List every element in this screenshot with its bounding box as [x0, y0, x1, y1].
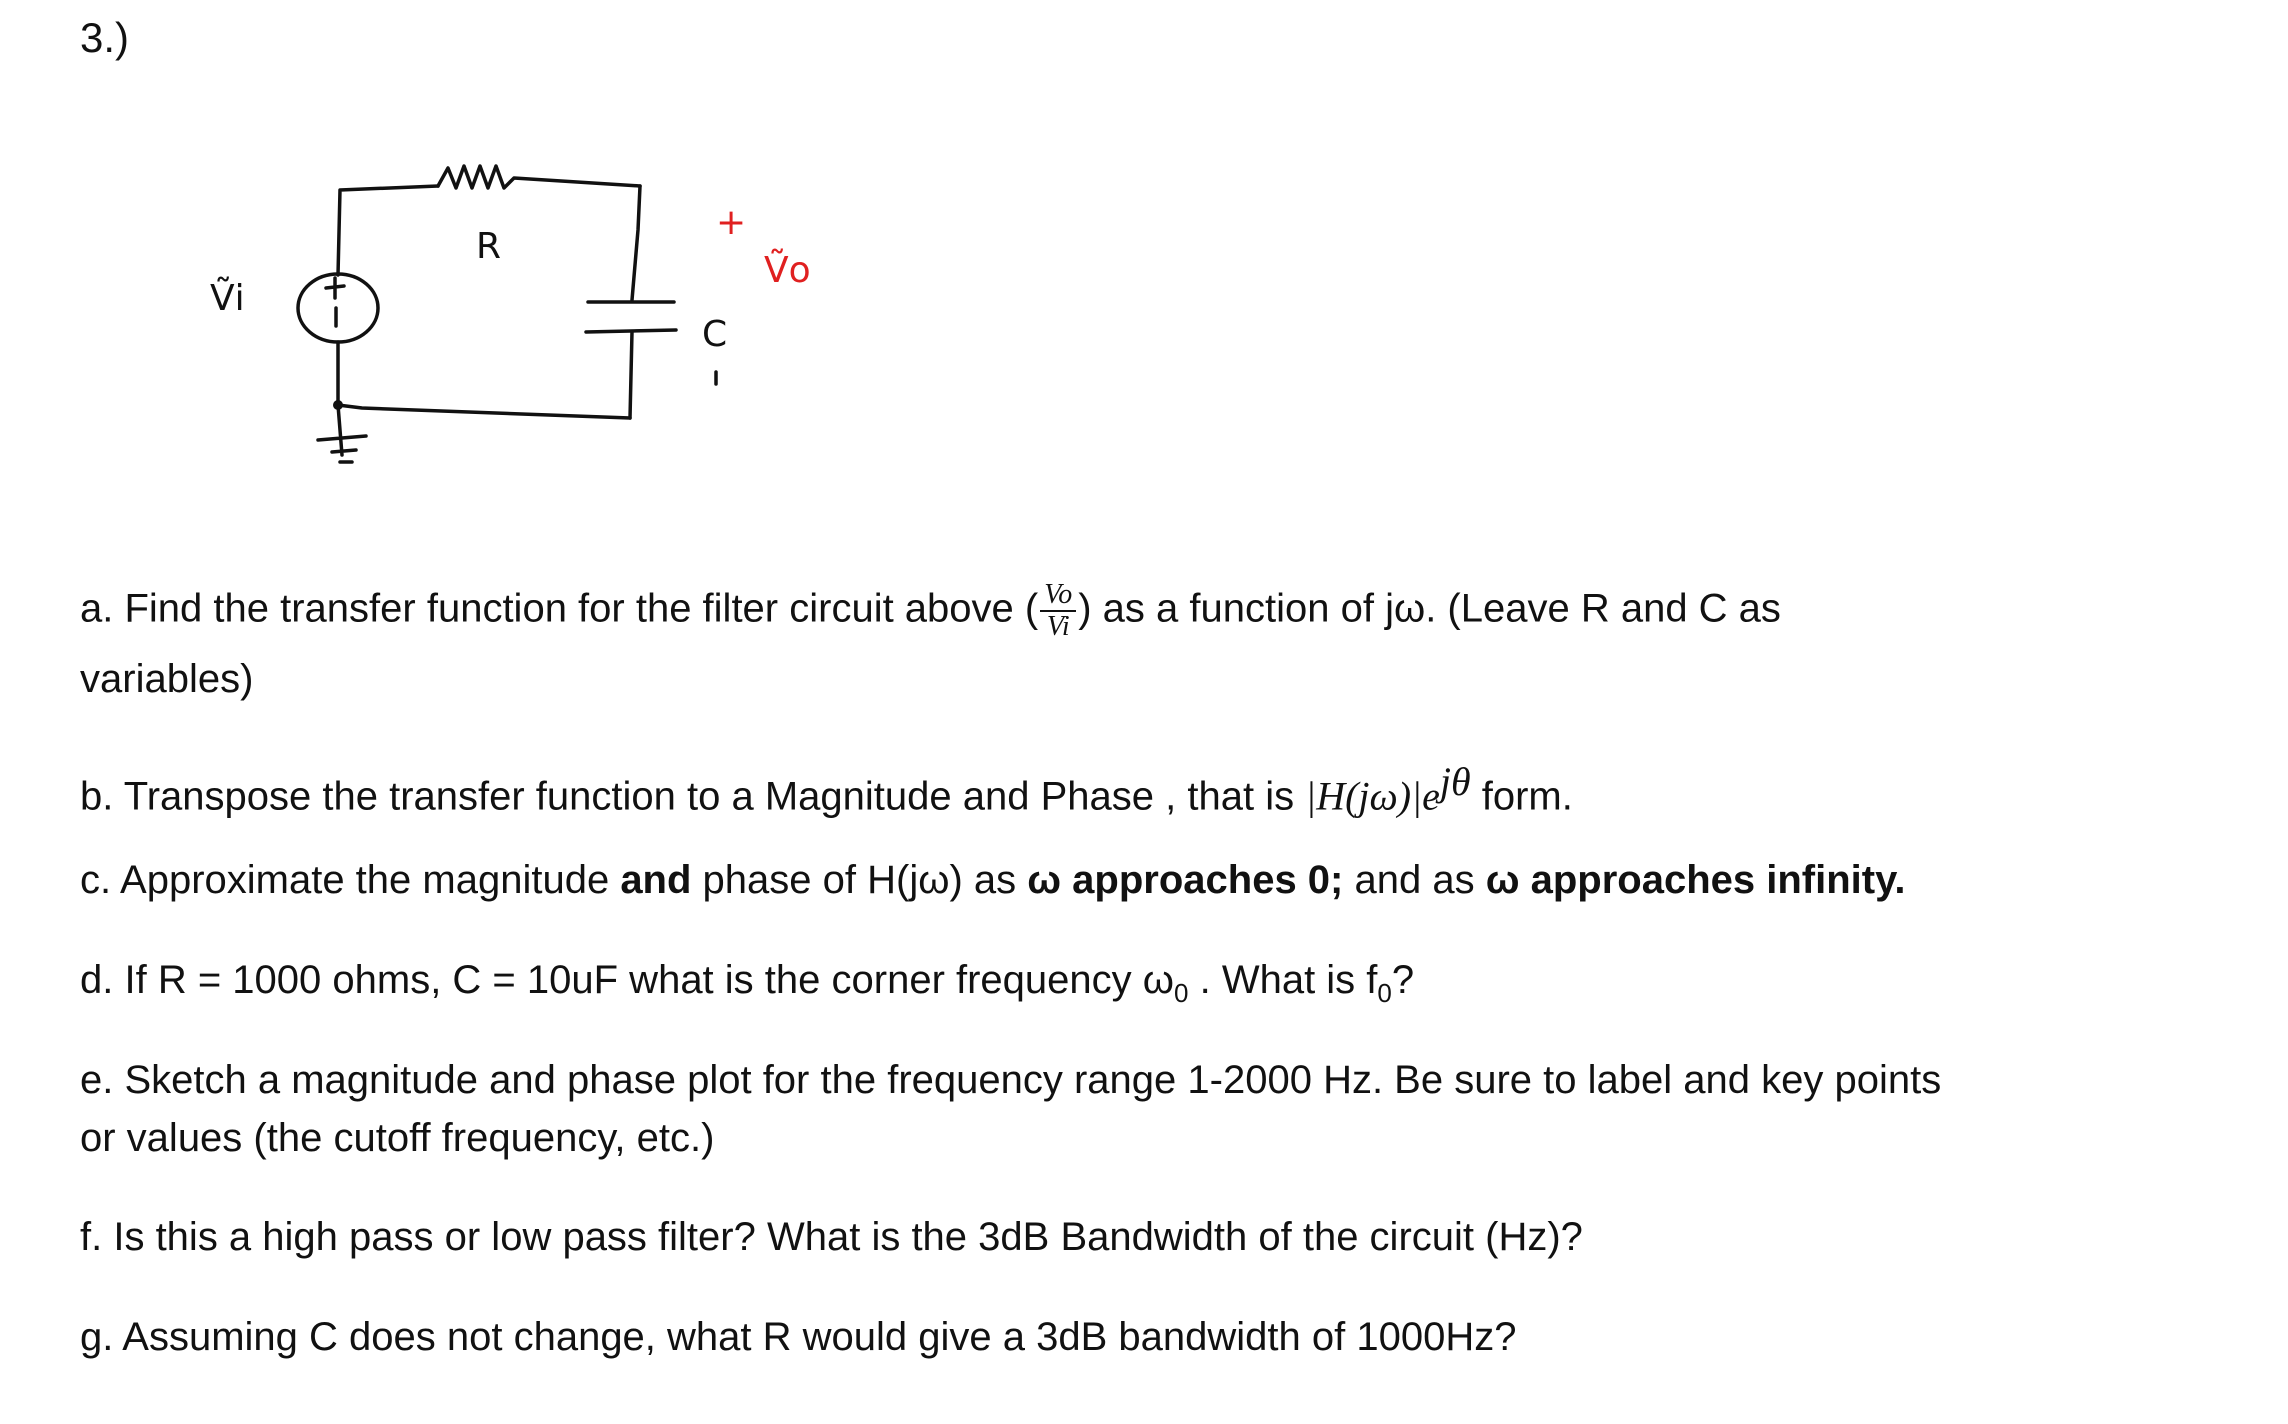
wire-right-bottom: [630, 332, 632, 418]
question-g: g. Assuming C does not change, what R would give a 3dB bandwidth of 1000Hz?: [80, 1315, 1517, 1359]
question-d: d. If R = 1000 ohms, C = 10uF what is the corner frequency $\omega_0$ . What is $f_0$?: [80, 958, 1415, 1008]
problem-number: 3.): [80, 14, 130, 61]
output-label: Ṽo: [764, 250, 811, 291]
source-label: Ṽi: [210, 278, 245, 319]
capacitor-label: C: [702, 314, 728, 355]
question-a-line2: variables): [80, 657, 254, 701]
question-a-line1: a. Find the transfer function for the filter circuit above ( $\frac{Vo}{Vi}$ ) as a function of jω. (Leave R and C as: [80, 579, 1781, 642]
wire-left-top: [338, 186, 438, 275]
question-e-line1: e. Sketch a magnitude and phase plot for the frequency range 1-2000 Hz. Be sure to label and key points: [80, 1058, 1942, 1102]
question-b: b. Transpose the transfer function to a Magnitude and Phase , that is $|H(j\omega)|e^{j\theta}$ form.: [80, 759, 1573, 819]
wire-right-top: [632, 186, 640, 300]
magnitude-phase-expression: |H(jω)|e: [1305, 773, 1440, 819]
resistor-symbol: [438, 166, 640, 188]
question-c: c. Approximate the magnitude and phase of H(jω) as ω approaches 0; and as ω approaches infinity.: [80, 858, 1906, 902]
circuit-svg: [180, 150, 830, 500]
question-e-line2: or values (the cutoff frequency, etc.): [80, 1116, 715, 1160]
voltage-source: [298, 274, 378, 342]
fraction-vo-vi: $\frac{Vo}{Vi}$: [1040, 580, 1076, 642]
wire-bottom: [338, 405, 630, 418]
ground-symbol: [318, 405, 366, 462]
question-f: f. Is this a high pass or low pass filter? What is the 3dB Bandwidth of the circuit (Hz)?: [80, 1215, 1583, 1259]
ground-node-dot: [333, 400, 343, 410]
output-plus-label: +: [716, 202, 747, 243]
source-plus-sign: [326, 278, 344, 298]
circuit-diagram: [180, 150, 830, 500]
resistor-label: R: [476, 226, 502, 267]
